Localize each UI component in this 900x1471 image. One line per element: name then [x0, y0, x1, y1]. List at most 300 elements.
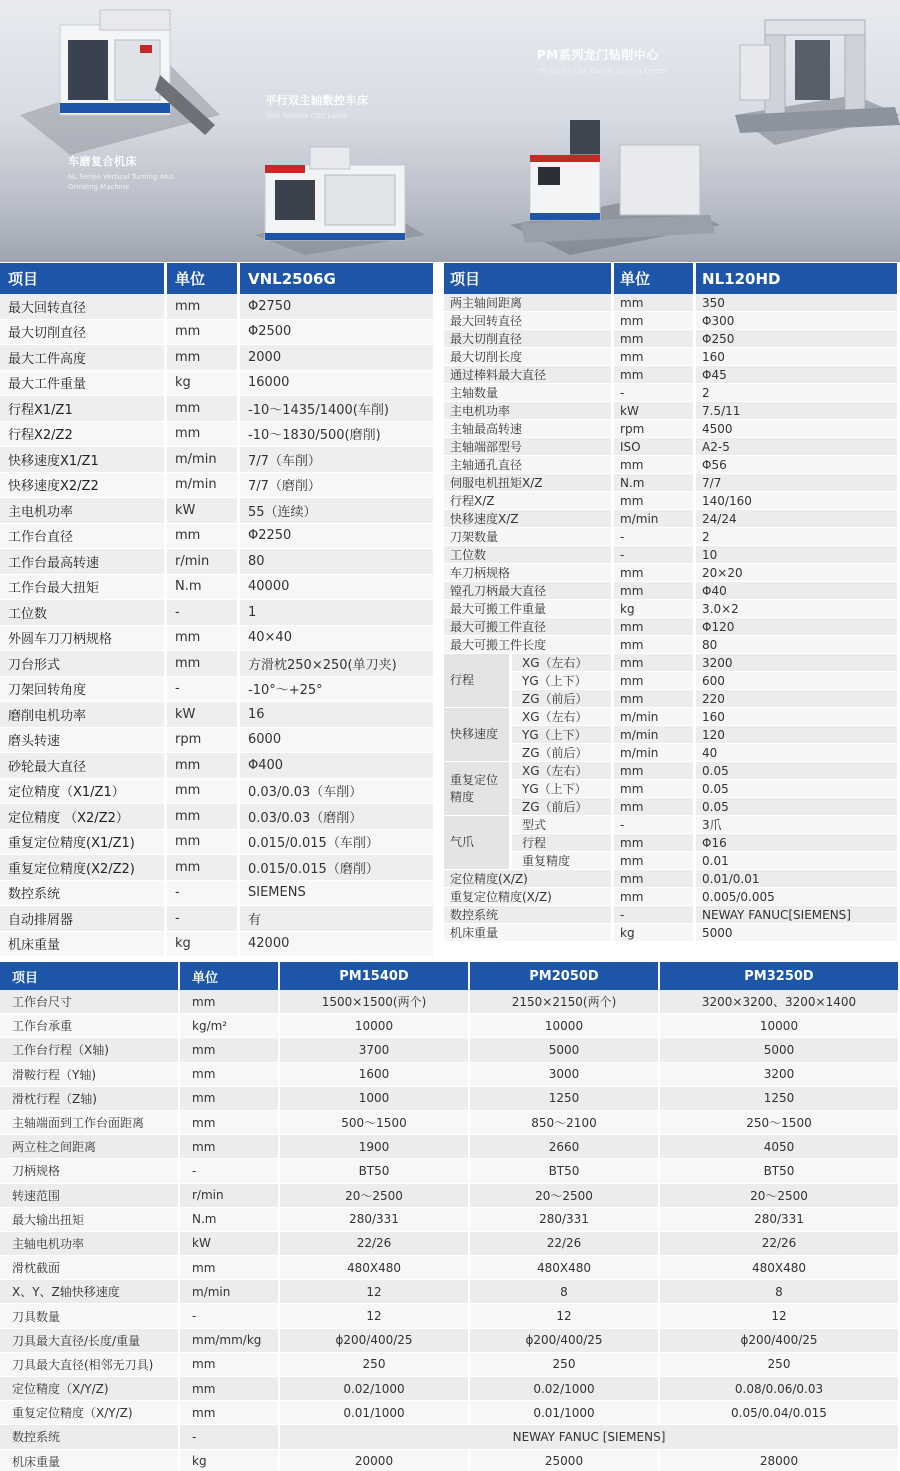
cell-value-pm2050d: ϕ200/400/25 [470, 1329, 660, 1353]
group-label: 气爪 [444, 816, 512, 870]
cell-value: 3爪 [696, 816, 900, 834]
cell-value: SIEMENS [240, 881, 436, 907]
table-row [444, 852, 900, 870]
cell-value-pm2050d: 250 [470, 1353, 660, 1377]
table-row [0, 1159, 900, 1183]
cell-unit: mm [167, 422, 240, 448]
cell-item: 外圆车刀刀柄规格 [0, 626, 167, 652]
cell-sub-item: ZG（前后） [512, 690, 614, 708]
table-row [0, 753, 436, 779]
cell-unit: m/min [167, 473, 240, 499]
table-row [0, 600, 436, 626]
table-row [444, 456, 900, 474]
caption-nl-series [68, 153, 178, 192]
group-label: 行程 [444, 654, 512, 708]
cell-unit: mm [614, 348, 696, 366]
cell-item: 工位数 [444, 546, 614, 564]
cell-item: 快移速度X1/Z1 [0, 447, 167, 473]
cell-unit: mm [167, 651, 240, 677]
cell-value-pm3250d: 10000 [660, 1014, 900, 1038]
cell-unit: m/min [167, 447, 240, 473]
cell-value-pm3250d: 12 [660, 1304, 900, 1328]
cell-item: 滑枕截面 [0, 1256, 180, 1280]
cell-value: -10°～+25° [240, 677, 436, 703]
cell-value-pm3250d: 480X480 [660, 1256, 900, 1280]
table-row [444, 330, 900, 348]
table-row [0, 549, 436, 575]
cell-unit: mm [167, 524, 240, 550]
cell-value: 3200 [696, 654, 900, 672]
cell-unit: - [614, 816, 696, 834]
cell-unit: mm [614, 636, 696, 654]
cell-item: 最大切削直径 [444, 330, 614, 348]
cell-value-pm3250d: 20～2500 [660, 1184, 900, 1208]
table-row [0, 498, 436, 524]
cell-unit: mm [614, 834, 696, 852]
cell-unit: mm [614, 654, 696, 672]
cell-value-pm3250d: 1250 [660, 1087, 900, 1111]
table-row [444, 708, 900, 726]
cell-unit: kg [614, 924, 696, 942]
cell-value: 2 [696, 528, 900, 546]
cell-unit: mm [167, 804, 240, 830]
cell-unit: - [614, 528, 696, 546]
table-row [444, 546, 900, 564]
table-body [0, 990, 900, 1471]
twin-spindle-lathe-image [255, 135, 425, 255]
cell-item: 最大输出扭矩 [0, 1208, 180, 1232]
cell-item: 砂轮最大直径 [0, 753, 167, 779]
cell-unit: mm [180, 1353, 280, 1377]
cell-item: 主轴最高转速 [444, 420, 614, 438]
cell-value-pm1540d: 10000 [280, 1014, 470, 1038]
cell-unit: - [180, 1425, 280, 1449]
cell-value: 7.5/11 [696, 402, 900, 420]
cell-unit: mm [180, 1377, 280, 1401]
header-model-pm3250d: PM3250D [660, 962, 900, 990]
cell-unit: mm [614, 582, 696, 600]
table-row [0, 830, 436, 856]
cell-value-pm1540d: 1600 [280, 1063, 470, 1087]
cell-value-pm1540d: 1000 [280, 1087, 470, 1111]
cell-value-pm1540d: 12 [280, 1280, 470, 1304]
cell-item: 行程X2/Z2 [0, 422, 167, 448]
cell-item: 伺服电机扭矩X/Z [444, 474, 614, 492]
cell-value-pm3250d: BT50 [660, 1159, 900, 1183]
cell-item: 主轴数量 [444, 384, 614, 402]
cell-item: 快移速度X2/Z2 [0, 473, 167, 499]
cell-unit: kg [167, 371, 240, 397]
cell-unit: - [167, 677, 240, 703]
vertical-turning-machine-image [20, 5, 220, 155]
table-row [0, 396, 436, 422]
table-row [0, 702, 436, 728]
cell-value: 0.05 [696, 798, 900, 816]
cell-value-pm3250d: 8 [660, 1280, 900, 1304]
cell-value-pm2050d: 280/331 [470, 1208, 660, 1232]
table-row [444, 834, 900, 852]
table-row [444, 888, 900, 906]
cell-item: 主轴电机功率 [0, 1232, 180, 1256]
cell-value-pm2050d: 1250 [470, 1087, 660, 1111]
table-body [444, 294, 900, 942]
cell-value-pm2050d: 5000 [470, 1038, 660, 1062]
table-row [444, 474, 900, 492]
table-row [444, 618, 900, 636]
cell-unit: - [167, 906, 240, 932]
table-row [0, 447, 436, 473]
table-row [0, 294, 436, 320]
cell-sub-item: YG（上下） [512, 672, 614, 690]
cell-value-pm1540d: 12 [280, 1304, 470, 1328]
table-row [444, 564, 900, 582]
cell-item: 刀具数量 [0, 1304, 180, 1328]
cell-item: 工作台最大扭矩 [0, 575, 167, 601]
cell-value-pm2050d: 850～2100 [470, 1111, 660, 1135]
cell-value: 220 [696, 690, 900, 708]
cell-unit: mm [614, 870, 696, 888]
table-row [0, 473, 436, 499]
cell-unit: N.m [614, 474, 696, 492]
table-row [0, 345, 436, 371]
cell-value-pm3250d: 0.08/0.06/0.03 [660, 1377, 900, 1401]
table-header-row [0, 962, 900, 990]
cell-unit: mm [180, 1135, 280, 1159]
table-row [444, 420, 900, 438]
cell-item: 数控系统 [0, 1425, 180, 1449]
cell-value: Φ2750 [240, 294, 436, 320]
table-row [444, 816, 900, 834]
cell-unit: mm [180, 1087, 280, 1111]
table-row [444, 312, 900, 330]
caption-zh: 平行双主轴数控车床 [265, 94, 369, 107]
table-row [444, 294, 900, 312]
cell-unit: - [167, 881, 240, 907]
cell-value: 0.05 [696, 780, 900, 798]
cell-item: 重复定位精度(X/Z) [444, 888, 614, 906]
cell-unit: - [614, 546, 696, 564]
table-row [0, 524, 436, 550]
cell-item: 镗孔刀柄最大直径 [444, 582, 614, 600]
cell-unit: kg [180, 1450, 280, 1471]
cell-unit: mm [614, 312, 696, 330]
cell-item: 磨头转速 [0, 728, 167, 754]
cell-item: 最大回转直径 [0, 294, 167, 320]
cell-value-pm3250d: 250 [660, 1353, 900, 1377]
cell-value: 0.05 [696, 762, 900, 780]
cell-unit: mm [614, 456, 696, 474]
table-row [0, 1208, 900, 1232]
cell-value-pm1540d: 280/331 [280, 1208, 470, 1232]
cell-unit: mm [180, 1256, 280, 1280]
table-row [444, 762, 900, 780]
cell-value-pm1540d: 480X480 [280, 1256, 470, 1280]
cell-item: 主轴端面到工作台面距离 [0, 1111, 180, 1135]
header-unit: 单位 [614, 263, 696, 294]
cell-unit: m/min [614, 726, 696, 744]
cell-item: 主轴端部型号 [444, 438, 614, 456]
table-row [0, 677, 436, 703]
cell-value: 7/7（车削） [240, 447, 436, 473]
table-row [0, 1256, 900, 1280]
table-row [0, 1401, 900, 1425]
header-item: 项目 [0, 263, 167, 294]
cell-value: -10～1435/1400(车削) [240, 396, 436, 422]
cell-value: 24/24 [696, 510, 900, 528]
table-row [0, 932, 436, 958]
cell-value-pm3250d: ϕ200/400/25 [660, 1329, 900, 1353]
cell-sub-item: XG（左右） [512, 708, 614, 726]
table-row [444, 690, 900, 708]
cell-unit: mm [614, 492, 696, 510]
table-row [0, 1038, 900, 1062]
cell-item: 最大工件重量 [0, 371, 167, 397]
cell-unit: mm [167, 626, 240, 652]
caption-en: PM Series CNC Gantry Drilling Center [537, 67, 668, 75]
cell-unit: kW [167, 702, 240, 728]
cell-item: 工作台最高转速 [0, 549, 167, 575]
cell-unit: mm [180, 1038, 280, 1062]
cell-item: 最大工件高度 [0, 345, 167, 371]
cell-value: Φ120 [696, 618, 900, 636]
cell-item: 滑鞍行程（Y轴) [0, 1063, 180, 1087]
cell-value: 55（连续） [240, 498, 436, 524]
caption-zh: 车磨复合机床 [68, 155, 137, 168]
cell-unit: mm [614, 618, 696, 636]
cell-item: 机床重量 [0, 932, 167, 958]
table-row [0, 1135, 900, 1159]
cell-item: 最大切削长度 [444, 348, 614, 366]
cell-value: 600 [696, 672, 900, 690]
cell-value: 0.005/0.005 [696, 888, 900, 906]
cell-sub-item: 型式 [512, 816, 614, 834]
table-row [444, 672, 900, 690]
cell-unit: mm [180, 1111, 280, 1135]
cell-item: 两主轴间距离 [444, 294, 614, 312]
cell-value-pm3250d: 5000 [660, 1038, 900, 1062]
table-row [444, 906, 900, 924]
cell-item: 行程X/Z [444, 492, 614, 510]
cell-unit: mm [180, 1401, 280, 1425]
cell-value: 16 [240, 702, 436, 728]
cell-value: 80 [240, 549, 436, 575]
cell-item: 滑枕行程（Z轴) [0, 1087, 180, 1111]
cell-unit: kg [167, 932, 240, 958]
cell-value: Φ400 [240, 753, 436, 779]
cell-item: 工作台直径 [0, 524, 167, 550]
cell-item: 最大可搬工件长度 [444, 636, 614, 654]
cell-unit: mm [167, 396, 240, 422]
cell-unit: mm [167, 345, 240, 371]
header-model-pm2050d: PM2050D [470, 962, 660, 990]
table-row [0, 990, 900, 1014]
cell-value: 方滑枕250×250(单刀夹) [240, 651, 436, 677]
table-row [0, 371, 436, 397]
header-model: NL120HD [696, 263, 900, 294]
cell-value-pm1540d: 0.02/1000 [280, 1377, 470, 1401]
cell-value-pm2050d: BT50 [470, 1159, 660, 1183]
table-row [444, 528, 900, 546]
cell-item: 刀柄规格 [0, 1159, 180, 1183]
cell-item: 工作台承重 [0, 1014, 180, 1038]
large-gantry-machine-image [735, 15, 900, 145]
cell-value-pm1540d: ϕ200/400/25 [280, 1329, 470, 1353]
cell-sub-item: YG（上下） [512, 726, 614, 744]
table-row [0, 320, 436, 346]
cell-value: 6000 [240, 728, 436, 754]
cell-unit: mm [167, 753, 240, 779]
vnl2506g-spec-table [0, 263, 436, 957]
cell-unit: mm [167, 830, 240, 856]
cell-unit: mm [614, 330, 696, 348]
cell-unit: mm [614, 672, 696, 690]
cell-item: 定位精度 （X2/Z2） [0, 804, 167, 830]
cell-item: 最大切削直径 [0, 320, 167, 346]
cell-value-pm3250d: 280/331 [660, 1208, 900, 1232]
cell-item: 主电机功率 [0, 498, 167, 524]
cell-value-pm1540d: 250 [280, 1353, 470, 1377]
cell-item: 刀架数量 [444, 528, 614, 546]
cell-unit: ISO [614, 438, 696, 456]
table-row [444, 366, 900, 384]
cell-unit: - [614, 906, 696, 924]
cell-value-pm2050d: 10000 [470, 1014, 660, 1038]
cell-sub-item: YG（上下） [512, 780, 614, 798]
table-row [444, 636, 900, 654]
cell-item: 定位精度（X1/Z1） [0, 779, 167, 805]
cell-unit: mm [614, 762, 696, 780]
cell-unit: mm [614, 564, 696, 582]
table-row [444, 582, 900, 600]
cell-sub-item: XG（左右） [512, 654, 614, 672]
table-row [0, 422, 436, 448]
cell-value-pm1540d: 22/26 [280, 1232, 470, 1256]
cell-value-pm3250d: 3200 [660, 1063, 900, 1087]
cell-value-pm3250d: 4050 [660, 1135, 900, 1159]
table-header-row [444, 263, 900, 294]
table-row [0, 1111, 900, 1135]
cell-value: 2000 [240, 345, 436, 371]
nl120hd-spec-table [444, 263, 900, 942]
cell-item: 工作台行程（X轴) [0, 1038, 180, 1062]
cell-value: 3.0×2 [696, 600, 900, 618]
cell-value-pm2050d: 0.02/1000 [470, 1377, 660, 1401]
cell-unit: kW [614, 402, 696, 420]
product-banner [0, 0, 900, 262]
cell-value: 160 [696, 708, 900, 726]
cell-sub-item: ZG（前后） [512, 798, 614, 816]
table-row [444, 726, 900, 744]
cell-item: 磨削电机功率 [0, 702, 167, 728]
cell-value-all: NEWAY FANUC [SIEMENS] [280, 1425, 900, 1449]
cell-value: Φ300 [696, 312, 900, 330]
cell-value: 40×40 [240, 626, 436, 652]
table-row [444, 744, 900, 762]
table-row [0, 728, 436, 754]
cell-sub-item: ZG（前后） [512, 744, 614, 762]
cell-value: 40 [696, 744, 900, 762]
cell-value: 20×20 [696, 564, 900, 582]
caption-zh: PM系列龙门钻削中心 [537, 48, 659, 62]
gantry-drilling-center-image [510, 105, 720, 255]
table-row [0, 1304, 900, 1328]
table-row [444, 510, 900, 528]
cell-value: 350 [696, 294, 900, 312]
cell-value: 7/7（磨削） [240, 473, 436, 499]
cell-value-pm1540d: 1900 [280, 1135, 470, 1159]
cell-value: 4500 [696, 420, 900, 438]
table-row [0, 626, 436, 652]
cell-unit: mm/mm/kg [180, 1329, 280, 1353]
cell-item: 车刀柄规格 [444, 564, 614, 582]
cell-value-pm1540d: BT50 [280, 1159, 470, 1183]
cell-item: 工作台尺寸 [0, 990, 180, 1014]
cell-unit: mm [180, 1063, 280, 1087]
table-row [0, 881, 436, 907]
cell-item: 重复定位精度(X2/Z2) [0, 855, 167, 881]
cell-value: 16000 [240, 371, 436, 397]
table-row [444, 492, 900, 510]
cell-value: Φ16 [696, 834, 900, 852]
table-row [444, 348, 900, 366]
cell-unit: m/min [614, 708, 696, 726]
cell-item: 机床重量 [0, 1450, 180, 1471]
cell-value-pm3250d: 250～1500 [660, 1111, 900, 1135]
table-row [444, 780, 900, 798]
table-body [0, 294, 436, 957]
cell-value-pm1540d: 3700 [280, 1038, 470, 1062]
cell-item: 主轴通孔直径 [444, 456, 614, 474]
caption-pm-series [537, 46, 667, 76]
cell-item: 最大可搬工件直径 [444, 618, 614, 636]
cell-item: 通过棒料最大直径 [444, 366, 614, 384]
cell-item: 工位数 [0, 600, 167, 626]
cell-unit: N.m [167, 575, 240, 601]
cell-item: 机床重量 [444, 924, 614, 942]
table-row [0, 651, 436, 677]
cell-unit: mm [180, 990, 280, 1014]
cell-value: Φ2500 [240, 320, 436, 346]
cell-value-pm2050d: 20～2500 [470, 1184, 660, 1208]
cell-value: Φ56 [696, 456, 900, 474]
table-row [0, 1450, 900, 1471]
cell-value-pm2050d: 2150×2150(两个) [470, 990, 660, 1014]
cell-unit: kW [167, 498, 240, 524]
cell-unit: r/min [180, 1184, 280, 1208]
cell-unit: mm [614, 780, 696, 798]
cell-value-pm2050d: 3000 [470, 1063, 660, 1087]
cell-value: 有 [240, 906, 436, 932]
cell-value-pm1540d: 500～1500 [280, 1111, 470, 1135]
caption-en: Twin Spindle CNC Lathe [265, 112, 348, 120]
cell-value-pm1540d: 1500×1500(两个) [280, 990, 470, 1014]
cell-value: 0.01/0.01 [696, 870, 900, 888]
cell-value-pm1540d: 20～2500 [280, 1184, 470, 1208]
header-model-pm1540d: PM1540D [280, 962, 470, 990]
cell-item: 刀具最大直径(相邻无刀具) [0, 1353, 180, 1377]
pm-series-spec-table [0, 962, 900, 1471]
cell-value-pm1540d: 20000 [280, 1450, 470, 1471]
table-row [0, 1232, 900, 1256]
cell-value-pm3250d: 0.05/0.04/0.015 [660, 1401, 900, 1425]
cell-unit: mm [614, 798, 696, 816]
cell-unit: mm [614, 888, 696, 906]
cell-unit: rpm [614, 420, 696, 438]
table-row [444, 384, 900, 402]
caption-twin-spindle [265, 92, 369, 121]
cell-unit: mm [614, 294, 696, 312]
cell-item: X、Y、Z轴快移速度 [0, 1280, 180, 1304]
